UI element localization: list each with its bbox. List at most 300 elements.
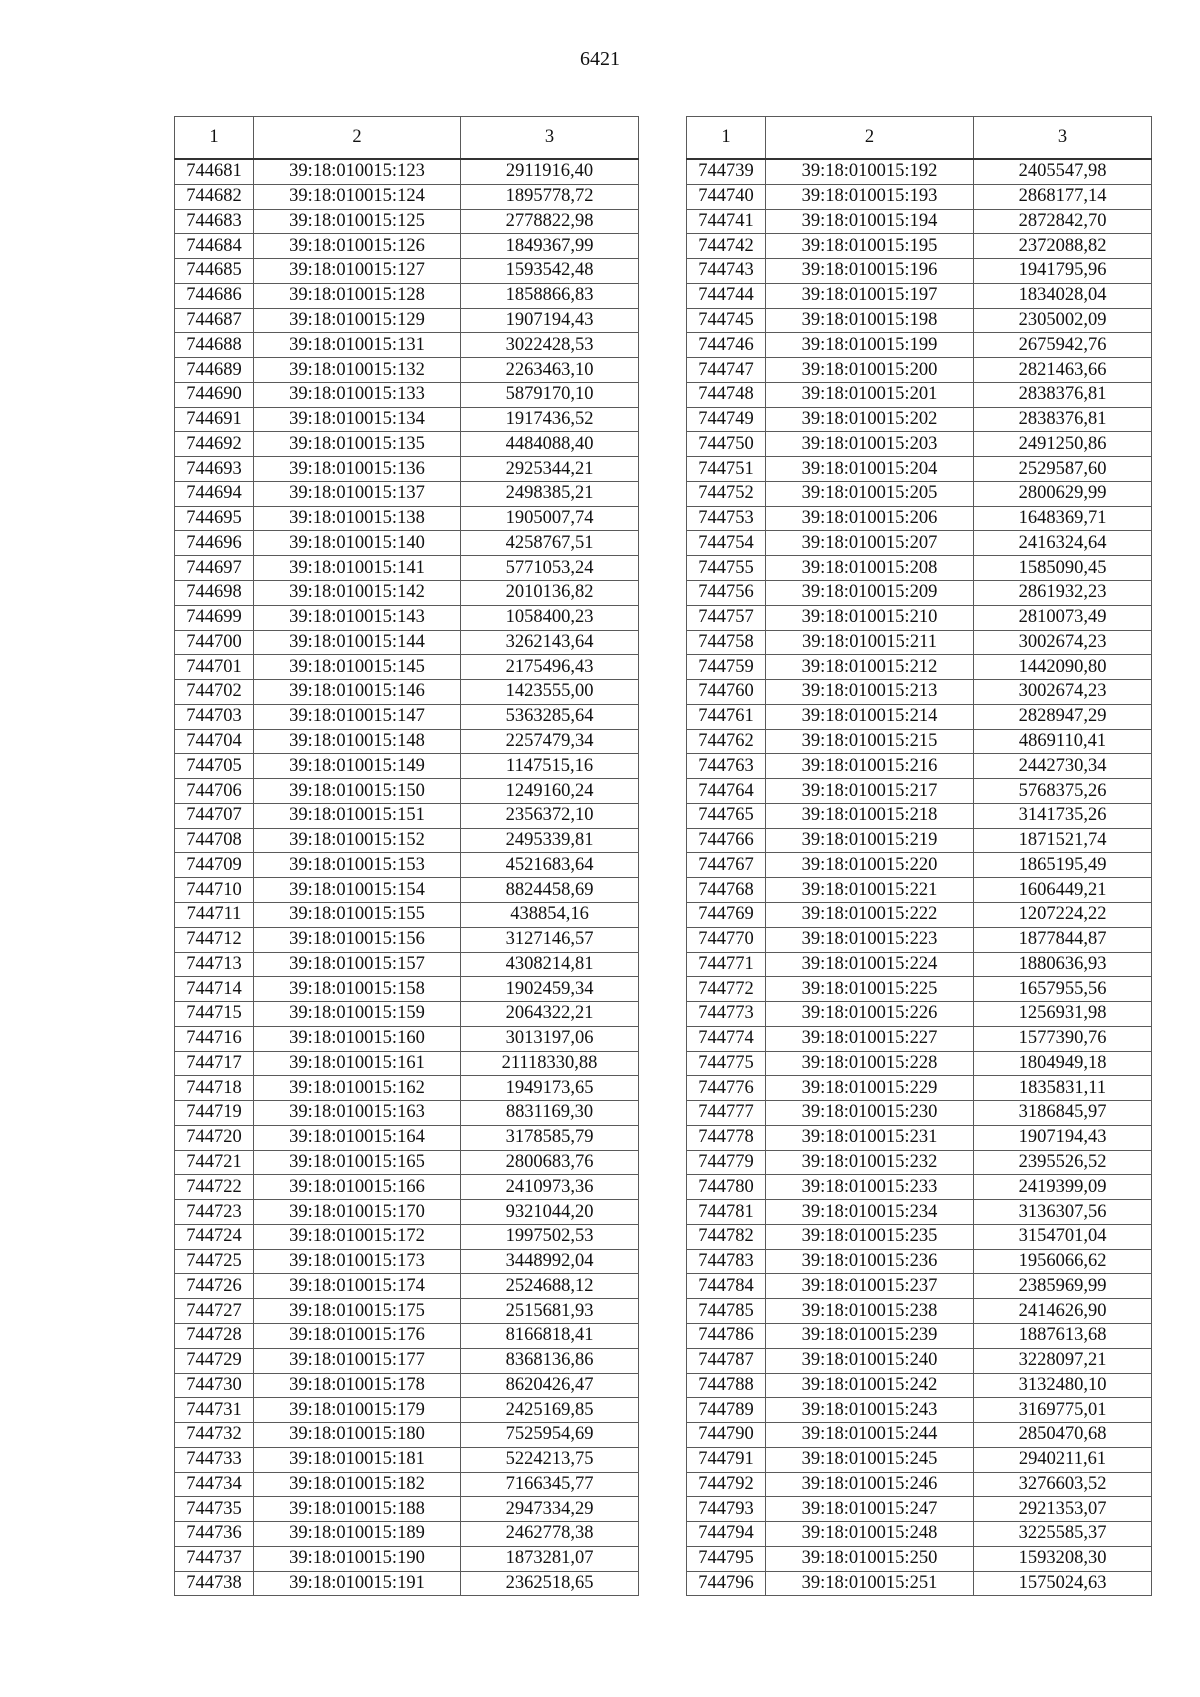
row-number-cell: 744759 [687,655,766,680]
cadastral-number-cell: 39:18:010015:172 [254,1224,461,1249]
row-number-cell: 744716 [175,1026,254,1051]
cadastral-number-cell: 39:18:010015:147 [254,704,461,729]
table-row [175,259,639,284]
cadastral-number-cell: 39:18:010015:209 [766,581,974,606]
cadastral-number-cell: 39:18:010015:244 [766,1423,974,1448]
value-cell: 4521683,64 [461,853,639,878]
cadastral-number-cell: 39:18:010015:230 [766,1101,974,1126]
cadastral-number-cell: 39:18:010015:161 [254,1051,461,1076]
table-row [175,828,639,853]
cadastral-number-cell: 39:18:010015:198 [766,308,974,333]
value-cell: 7525954,69 [461,1423,639,1448]
value-cell: 1887613,68 [974,1323,1152,1348]
table-row [175,1546,639,1571]
row-number-cell: 744696 [175,531,254,556]
row-number-cell: 744703 [175,704,254,729]
row-number-cell: 744718 [175,1076,254,1101]
cadastral-number-cell: 39:18:010015:199 [766,333,974,358]
value-cell: 2529587,60 [974,457,1152,482]
value-cell: 4484088,40 [461,432,639,457]
cadastral-number-cell: 39:18:010015:165 [254,1150,461,1175]
cadastral-number-cell: 39:18:010015:240 [766,1348,974,1373]
table-row [687,159,1152,184]
row-number-cell: 744765 [687,803,766,828]
row-number-cell: 744787 [687,1348,766,1373]
column-header-1: 1 [687,117,766,160]
cadastral-number-cell: 39:18:010015:136 [254,457,461,482]
cadastral-number-cell: 39:18:010015:233 [766,1175,974,1200]
table-row [175,457,639,482]
cadastral-number-cell: 39:18:010015:237 [766,1274,974,1299]
table-row [687,902,1152,927]
row-number-cell: 744711 [175,902,254,927]
table-row [175,927,639,952]
row-number-cell: 744701 [175,655,254,680]
value-cell: 1902459,34 [461,977,639,1002]
row-number-cell: 744754 [687,531,766,556]
cadastral-number-cell: 39:18:010015:154 [254,878,461,903]
value-cell: 2385969,99 [974,1274,1152,1299]
value-cell: 3169775,01 [974,1398,1152,1423]
table-row [175,1076,639,1101]
row-number-cell: 744742 [687,234,766,259]
row-number-cell: 744702 [175,680,254,705]
row-number-cell: 744723 [175,1200,254,1225]
row-number-cell: 744720 [175,1125,254,1150]
row-number-cell: 744736 [175,1522,254,1547]
table-row [175,283,639,308]
value-cell: 5768375,26 [974,779,1152,804]
cadastral-number-cell: 39:18:010015:149 [254,754,461,779]
table-row [175,977,639,1002]
value-cell: 2419399,09 [974,1175,1152,1200]
value-cell: 3022428,53 [461,333,639,358]
cadastral-number-cell: 39:18:010015:214 [766,704,974,729]
cadastral-number-cell: 39:18:010015:188 [254,1497,461,1522]
row-number-cell: 744722 [175,1175,254,1200]
value-cell: 1917436,52 [461,407,639,432]
table-row [175,1571,639,1596]
value-cell: 1907194,43 [461,308,639,333]
column-header-2: 2 [254,117,461,160]
cadastral-number-cell: 39:18:010015:247 [766,1497,974,1522]
table-row [687,1175,1152,1200]
cadastral-number-cell: 39:18:010015:129 [254,308,461,333]
row-number-cell: 744747 [687,358,766,383]
row-number-cell: 744725 [175,1249,254,1274]
value-cell: 2414626,90 [974,1299,1152,1324]
table-row [175,432,639,457]
row-number-cell: 744684 [175,234,254,259]
row-number-cell: 744746 [687,333,766,358]
row-number-cell: 744705 [175,754,254,779]
table-row [687,209,1152,234]
cadastral-number-cell: 39:18:010015:231 [766,1125,974,1150]
table-row [687,1373,1152,1398]
value-cell: 3132480,10 [974,1373,1152,1398]
row-number-cell: 744792 [687,1472,766,1497]
value-cell: 2410973,36 [461,1175,639,1200]
value-cell: 2362518,65 [461,1571,639,1596]
table-row [687,704,1152,729]
row-number-cell: 744781 [687,1200,766,1225]
table-row [175,630,639,655]
row-number-cell: 744719 [175,1101,254,1126]
value-cell: 1207224,22 [974,902,1152,927]
cadastral-number-cell: 39:18:010015:248 [766,1522,974,1547]
row-number-cell: 744775 [687,1051,766,1076]
table-row [175,1051,639,1076]
cadastral-number-cell: 39:18:010015:227 [766,1026,974,1051]
table-row [687,1398,1152,1423]
cadastral-number-cell: 39:18:010015:243 [766,1398,974,1423]
row-number-cell: 744744 [687,283,766,308]
cadastral-number-cell: 39:18:010015:191 [254,1571,461,1596]
row-number-cell: 744693 [175,457,254,482]
row-number-cell: 744752 [687,481,766,506]
value-cell: 1058400,23 [461,605,639,630]
value-cell: 1256931,98 [974,1002,1152,1027]
value-cell: 2838376,81 [974,382,1152,407]
cadastral-number-cell: 39:18:010015:218 [766,803,974,828]
value-cell: 2010136,82 [461,581,639,606]
value-cell: 3127146,57 [461,927,639,952]
row-number-cell: 744727 [175,1299,254,1324]
value-cell: 8166818,41 [461,1323,639,1348]
cadastral-number-cell: 39:18:010015:134 [254,407,461,432]
table-row [687,1125,1152,1150]
table-row [175,184,639,209]
cadastral-number-cell: 39:18:010015:196 [766,259,974,284]
value-cell: 1835831,11 [974,1076,1152,1101]
value-cell: 2850470,68 [974,1423,1152,1448]
value-cell: 2064322,21 [461,1002,639,1027]
row-number-cell: 744786 [687,1323,766,1348]
row-number-cell: 744795 [687,1546,766,1571]
cadastral-number-cell: 39:18:010015:133 [254,382,461,407]
table-row [175,308,639,333]
cadastral-number-cell: 39:18:010015:178 [254,1373,461,1398]
table-row [175,754,639,779]
row-number-cell: 744739 [687,159,766,184]
row-number-cell: 744683 [175,209,254,234]
cadastral-number-cell: 39:18:010015:162 [254,1076,461,1101]
table-row [687,531,1152,556]
cadastral-number-cell: 39:18:010015:179 [254,1398,461,1423]
value-cell: 1865195,49 [974,853,1152,878]
cadastral-number-cell: 39:18:010015:189 [254,1522,461,1547]
table-row [687,1224,1152,1249]
table-row [687,1571,1152,1596]
table-row [175,234,639,259]
cadastral-number-cell: 39:18:010015:213 [766,680,974,705]
table-row [687,1051,1152,1076]
value-cell: 1423555,00 [461,680,639,705]
cadastral-number-cell: 39:18:010015:203 [766,432,974,457]
table-row [687,828,1152,853]
value-cell: 1648369,71 [974,506,1152,531]
cadastral-number-cell: 39:18:010015:251 [766,1571,974,1596]
row-number-cell: 744796 [687,1571,766,1596]
row-number-cell: 744731 [175,1398,254,1423]
row-number-cell: 744687 [175,308,254,333]
table-row [687,1472,1152,1497]
cadastral-number-cell: 39:18:010015:143 [254,605,461,630]
table-row [175,1373,639,1398]
cadastral-number-cell: 39:18:010015:131 [254,333,461,358]
cadastral-number-cell: 39:18:010015:142 [254,581,461,606]
row-number-cell: 744695 [175,506,254,531]
row-number-cell: 744691 [175,407,254,432]
row-number-cell: 744750 [687,432,766,457]
row-number-cell: 744709 [175,853,254,878]
value-cell: 1577390,76 [974,1026,1152,1051]
value-cell: 1871521,74 [974,828,1152,853]
cadastral-number-cell: 39:18:010015:197 [766,283,974,308]
value-cell: 2462778,38 [461,1522,639,1547]
table-row [687,803,1152,828]
row-number-cell: 744784 [687,1274,766,1299]
table-row [687,1101,1152,1126]
table-row [687,407,1152,432]
row-number-cell: 744726 [175,1274,254,1299]
table-row [687,234,1152,259]
cadastral-number-cell: 39:18:010015:234 [766,1200,974,1225]
table-row [175,803,639,828]
row-number-cell: 744790 [687,1423,766,1448]
table-row [687,952,1152,977]
value-cell: 3225585,37 [974,1522,1152,1547]
value-cell: 3136307,56 [974,1200,1152,1225]
cadastral-number-cell: 39:18:010015:125 [254,209,461,234]
row-number-cell: 744776 [687,1076,766,1101]
row-number-cell: 744681 [175,159,254,184]
cadastral-number-cell: 39:18:010015:246 [766,1472,974,1497]
row-number-cell: 744692 [175,432,254,457]
table-row [687,1546,1152,1571]
column-header-3: 3 [461,117,639,160]
row-number-cell: 744785 [687,1299,766,1324]
table-row [687,259,1152,284]
cadastral-number-cell: 39:18:010015:153 [254,853,461,878]
row-number-cell: 744773 [687,1002,766,1027]
row-number-cell: 744763 [687,754,766,779]
cadastral-number-cell: 39:18:010015:159 [254,1002,461,1027]
cadastral-number-cell: 39:18:010015:138 [254,506,461,531]
row-number-cell: 744690 [175,382,254,407]
row-number-cell: 744707 [175,803,254,828]
row-number-cell: 744724 [175,1224,254,1249]
table-row [175,358,639,383]
value-cell: 3186845,97 [974,1101,1152,1126]
value-cell: 8620426,47 [461,1373,639,1398]
cadastral-number-cell: 39:18:010015:193 [766,184,974,209]
table-row [175,1398,639,1423]
cadastral-number-cell: 39:18:010015:226 [766,1002,974,1027]
cadastral-number-cell: 39:18:010015:123 [254,159,461,184]
right-table-body [687,159,1152,1596]
cadastral-number-cell: 39:18:010015:207 [766,531,974,556]
row-number-cell: 744694 [175,481,254,506]
table-row [175,506,639,531]
table-row [175,333,639,358]
row-number-cell: 744755 [687,556,766,581]
table-row [687,1002,1152,1027]
value-cell: 2442730,34 [974,754,1152,779]
table-row [175,779,639,804]
cadastral-number-cell: 39:18:010015:195 [766,234,974,259]
row-number-cell: 744756 [687,581,766,606]
table-row [687,1274,1152,1299]
table-row [175,1101,639,1126]
row-number-cell: 744789 [687,1398,766,1423]
table-row [687,283,1152,308]
row-number-cell: 744771 [687,952,766,977]
value-cell: 2868177,14 [974,184,1152,209]
table-row [175,1224,639,1249]
table-row [175,1522,639,1547]
table-row [687,1026,1152,1051]
table-row [175,1472,639,1497]
value-cell: 2405547,98 [974,159,1152,184]
table-row [175,952,639,977]
cadastral-number-cell: 39:18:010015:144 [254,630,461,655]
table-row [687,1423,1152,1448]
value-cell: 1585090,45 [974,556,1152,581]
value-cell: 1834028,04 [974,283,1152,308]
table-row [175,605,639,630]
value-cell: 2425169,85 [461,1398,639,1423]
row-number-cell: 744700 [175,630,254,655]
value-cell: 1858866,83 [461,283,639,308]
value-cell: 438854,16 [461,902,639,927]
row-number-cell: 744682 [175,184,254,209]
cadastral-number-cell: 39:18:010015:177 [254,1348,461,1373]
cadastral-number-cell: 39:18:010015:164 [254,1125,461,1150]
row-number-cell: 744732 [175,1423,254,1448]
cadastral-number-cell: 39:18:010015:152 [254,828,461,853]
cadastral-number-cell: 39:18:010015:156 [254,927,461,952]
row-number-cell: 744717 [175,1051,254,1076]
row-number-cell: 744686 [175,283,254,308]
table-row [687,1076,1152,1101]
table-row [687,1150,1152,1175]
value-cell: 2940211,61 [974,1447,1152,1472]
value-cell: 2828947,29 [974,704,1152,729]
value-cell: 8824458,69 [461,878,639,903]
cadastral-number-cell: 39:18:010015:150 [254,779,461,804]
value-cell: 2395526,52 [974,1150,1152,1175]
cadastral-number-cell: 39:18:010015:180 [254,1423,461,1448]
value-cell: 1575024,63 [974,1571,1152,1596]
row-number-cell: 744728 [175,1323,254,1348]
row-number-cell: 744774 [687,1026,766,1051]
table-row [687,1348,1152,1373]
table-row [175,1348,639,1373]
right-table [686,116,1152,1596]
cadastral-number-cell: 39:18:010015:208 [766,556,974,581]
cadastral-number-cell: 39:18:010015:206 [766,506,974,531]
row-number-cell: 744704 [175,729,254,754]
row-number-cell: 744688 [175,333,254,358]
row-number-cell: 744699 [175,605,254,630]
value-cell: 2305002,09 [974,308,1152,333]
value-cell: 1593542,48 [461,259,639,284]
row-number-cell: 744734 [175,1472,254,1497]
cadastral-number-cell: 39:18:010015:176 [254,1323,461,1348]
value-cell: 3141735,26 [974,803,1152,828]
table-row [175,1299,639,1324]
row-number-cell: 744748 [687,382,766,407]
table-row [687,1323,1152,1348]
row-number-cell: 744758 [687,630,766,655]
row-number-cell: 744721 [175,1150,254,1175]
row-number-cell: 744769 [687,902,766,927]
table-row [175,1150,639,1175]
value-cell: 9321044,20 [461,1200,639,1225]
value-cell: 3276603,52 [974,1472,1152,1497]
cadastral-number-cell: 39:18:010015:232 [766,1150,974,1175]
row-number-cell: 744762 [687,729,766,754]
row-number-cell: 744793 [687,1497,766,1522]
value-cell: 2911916,40 [461,159,639,184]
value-cell: 2821463,66 [974,358,1152,383]
row-number-cell: 744791 [687,1447,766,1472]
cadastral-number-cell: 39:18:010015:202 [766,407,974,432]
cadastral-number-cell: 39:18:010015:250 [766,1546,974,1571]
table-row [687,754,1152,779]
cadastral-number-cell: 39:18:010015:135 [254,432,461,457]
table-row [687,432,1152,457]
value-cell: 3002674,23 [974,630,1152,655]
value-cell: 1873281,07 [461,1546,639,1571]
value-cell: 1997502,53 [461,1224,639,1249]
row-number-cell: 744788 [687,1373,766,1398]
value-cell: 2921353,07 [974,1497,1152,1522]
table-row [175,209,639,234]
left-table-body [175,159,639,1596]
value-cell: 5363285,64 [461,704,639,729]
row-number-cell: 744783 [687,1249,766,1274]
row-number-cell: 744708 [175,828,254,853]
table-row [175,1200,639,1225]
table-row [687,1497,1152,1522]
table-header-row [687,117,1152,160]
cadastral-number-cell: 39:18:010015:228 [766,1051,974,1076]
value-cell: 2524688,12 [461,1274,639,1299]
value-cell: 5224213,75 [461,1447,639,1472]
table-row [175,902,639,927]
value-cell: 1905007,74 [461,506,639,531]
table-row [175,481,639,506]
table-row [687,605,1152,630]
table-row [687,927,1152,952]
value-cell: 2838376,81 [974,407,1152,432]
row-number-cell: 744738 [175,1571,254,1596]
table-row [687,333,1152,358]
value-cell: 5879170,10 [461,382,639,407]
cadastral-number-cell: 39:18:010015:245 [766,1447,974,1472]
table-row [687,184,1152,209]
value-cell: 1147515,16 [461,754,639,779]
cadastral-number-cell: 39:18:010015:182 [254,1472,461,1497]
table-row [175,556,639,581]
value-cell: 1606449,21 [974,878,1152,903]
value-cell: 3262143,64 [461,630,639,655]
table-row [687,878,1152,903]
row-number-cell: 744740 [687,184,766,209]
table-row [175,1497,639,1522]
